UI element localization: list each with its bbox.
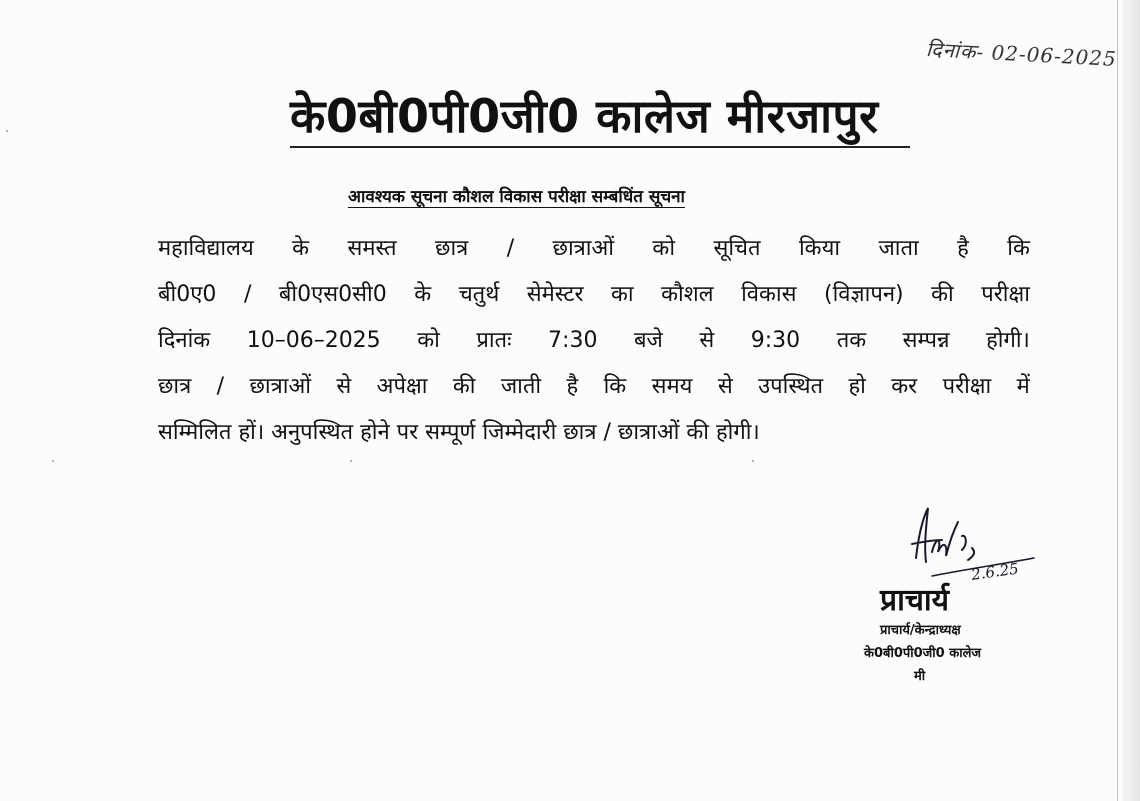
scan-speck [52, 460, 54, 462]
stamp-college: के0बी0पी0जी0 कालेज [864, 646, 982, 661]
page-edge-shadow [1122, 0, 1140, 801]
notice-subject: आवश्यक सूचना कौशल विकास परीक्षा सम्बधिंत सूचना [348, 187, 685, 207]
scan-speck [752, 460, 754, 462]
title-underline [290, 146, 910, 148]
handwritten-date: दिनांक- 02-06-2025 [925, 37, 1118, 71]
stamp-role: प्राचार्य/केन्द्राध्यक्ष [880, 623, 961, 638]
college-name-heading: के0बी0पी0जी0 कालेज मीरजापुर [290, 89, 879, 143]
stamp-place: मी [914, 669, 926, 684]
page-edge-line [1117, 0, 1118, 801]
body-line: महाविद्यालय के समस्त छात्र / छात्राओं को सूचित किया जाता है कि [158, 236, 1030, 261]
body-line: बी0ए0 / बी0एस0सी0 के चतुर्थ सेमेस्टर का कौशल विकास (विज्ञापन) की परीक्षा [158, 282, 1030, 307]
notice-body [158, 226, 1030, 456]
scan-speck [6, 130, 8, 132]
body-line: दिनांक 10–06–2025 को प्रातः 7:30 बजे से 9:30 तक सम्पन्न होगी। [158, 328, 1030, 353]
signature-icon [902, 500, 1042, 590]
body-line: छात्र / छात्राओं से अपेक्षा की जाती है कि समय से उपस्थित हो कर परीक्षा में [158, 374, 1030, 399]
signature-date: 2.6.25 [970, 559, 1020, 584]
designation-label: प्राचार्य [880, 583, 950, 618]
body-line: सम्मिलित हों। अनुपस्थित होने पर सम्पूर्ण जिम्मेदारी छात्र / छात्राओं की होगी। [158, 420, 760, 445]
scan-speck [350, 460, 352, 462]
